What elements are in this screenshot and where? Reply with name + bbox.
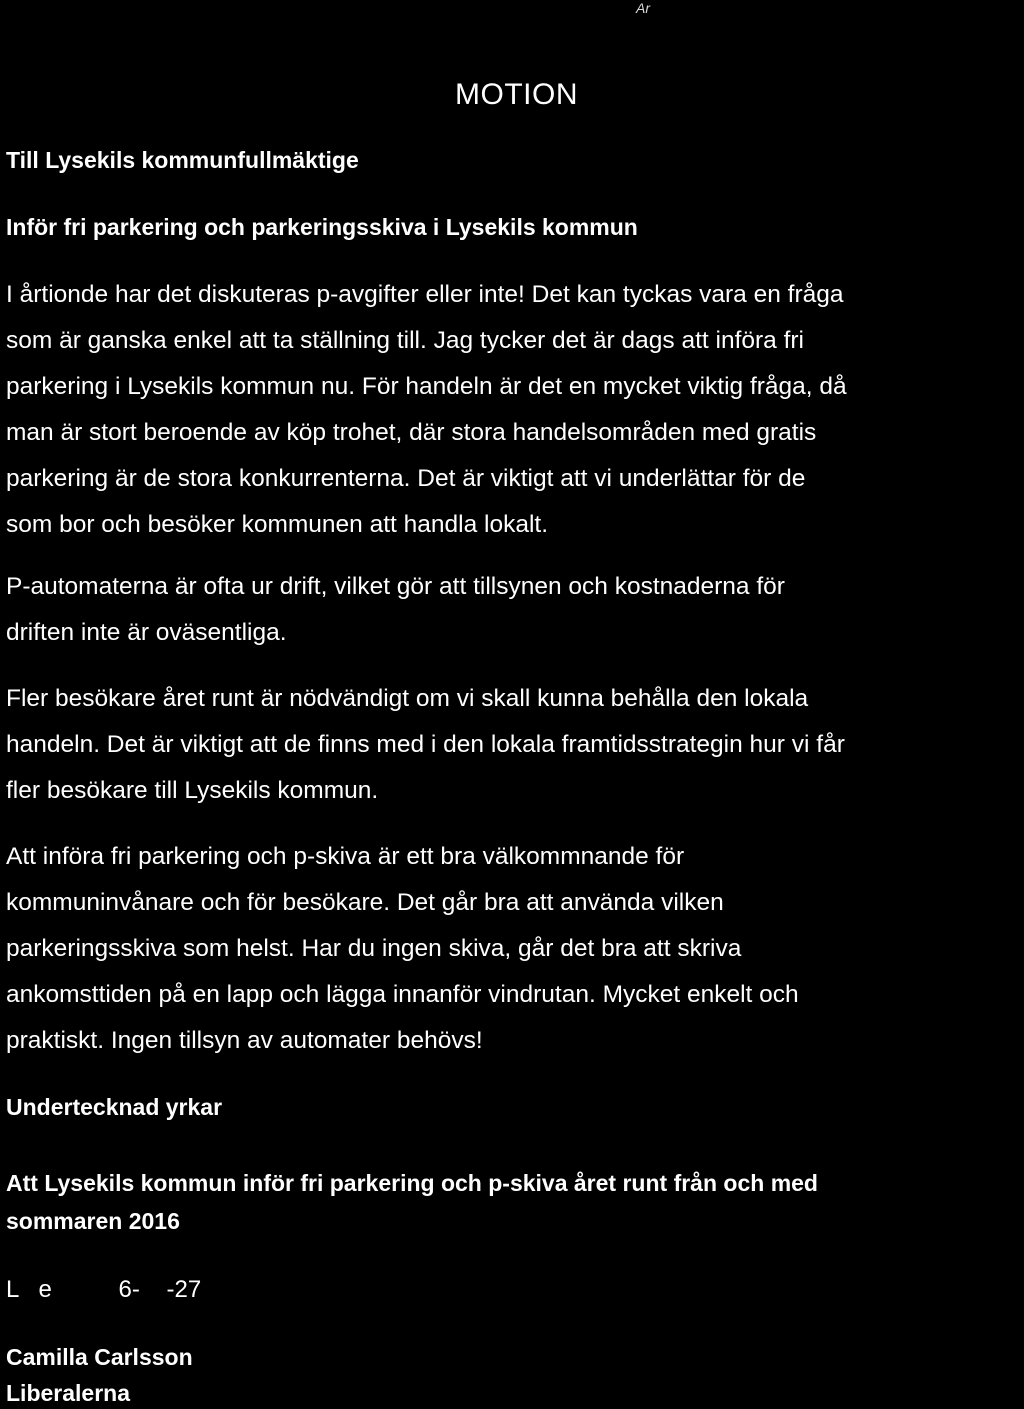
paragraph-line: ankomsttiden på en lapp och lägga innanför vindrutan. Mycket enkelt och	[6, 981, 799, 1008]
paragraph-line: I årtionde har det diskuteras p-avgifter eller inte! Det kan tyckas vara en fråga	[6, 281, 844, 308]
paragraph-3	[6, 676, 1022, 814]
paragraph-line: man är stort beroende av köp trohet, där stora handelsområden med gratis	[6, 419, 817, 446]
recipient-line: Till Lysekils kommunfullmäktige	[6, 147, 359, 173]
paragraph-line: handeln. Det är viktigt att de finns med i den lokala framtidsstrategin hur vi får	[6, 731, 845, 758]
paragraph-1	[6, 272, 1022, 548]
paragraph-line: Att införa fri parkering och p-skiva är ett bra välkommnande för	[6, 843, 685, 870]
paragraph-line: parkeringsskiva som helst. Har du ingen skiva, går det bra att skriva	[6, 935, 742, 962]
paragraph-line: som är ganska enkel att ta ställning till. Jag tycker det är dags att införa fri	[6, 327, 804, 354]
subject-heading: Inför fri parkering och parkeringsskiva i Lysekils kommun	[6, 214, 638, 240]
document-title: MOTION	[455, 78, 578, 111]
paragraph-2	[6, 564, 1022, 656]
paragraph-4	[6, 834, 1022, 1064]
paragraph-line: praktiskt. Ingen tillsyn av automater behövs!	[6, 1027, 483, 1054]
paragraph-line: som bor och besöker kommunen att handla lokalt.	[6, 511, 549, 538]
demand-line: Att Lysekils kommun inför fri parkering och p-skiva året runt från och med	[6, 1170, 818, 1196]
paragraph-line: fler besökare till Lysekils kommun.	[6, 777, 379, 804]
demand-heading: Undertecknad yrkar	[6, 1094, 223, 1120]
paragraph-line: parkering är de stora konkurrenterna. Det är viktigt att vi underlättar för de	[6, 465, 806, 492]
signature-name: Camilla Carlsson	[6, 1344, 193, 1370]
signature-party: Liberalerna	[6, 1380, 130, 1406]
paragraph-line: P-automaterna är ofta ur drift, vilket gör att tillsynen och kostnaderna för	[6, 573, 785, 600]
date-line: L e 6- -27	[6, 1276, 202, 1303]
paragraph-line: kommuninvånare och för besökare. Det går bra att använda vilken	[6, 889, 724, 916]
demand-line: sommaren 2016	[6, 1208, 180, 1234]
paragraph-line: Fler besökare året runt är nödvändigt om vi skall kunna behålla den lokala	[6, 685, 809, 712]
corner-mark: Ar	[636, 0, 650, 16]
paragraph-line: driften inte är oväsentliga.	[6, 619, 287, 646]
paragraph-line: parkering i Lysekils kommun nu. För handeln är det en mycket viktig fråga, då	[6, 373, 847, 400]
